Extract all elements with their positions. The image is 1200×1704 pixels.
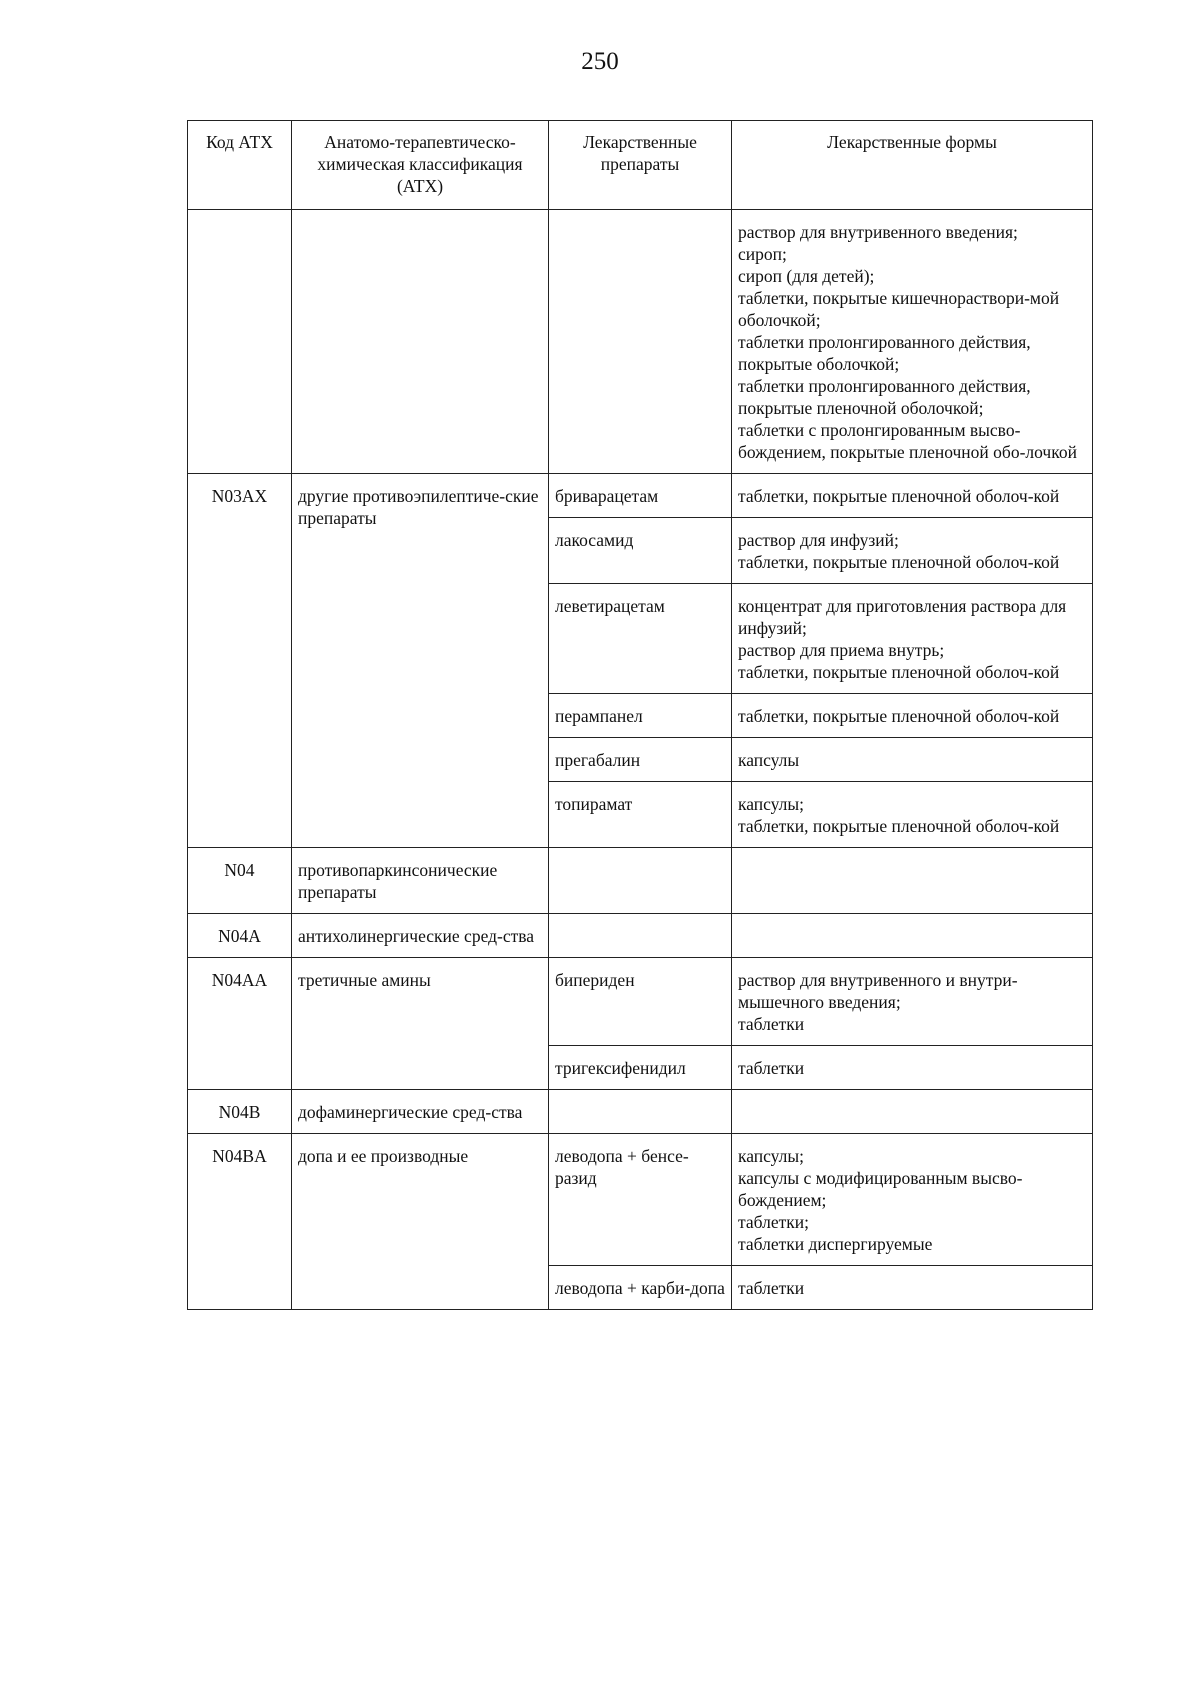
- drug-cell: перампанел: [549, 694, 732, 738]
- forms-cell: [732, 694, 1093, 738]
- header-atc-code: Код АТХ: [188, 121, 292, 210]
- dosage-form: таблетки, покрытые пленочной оболоч-кой: [738, 706, 1060, 726]
- dosage-form: таблетки: [738, 1058, 805, 1078]
- table-row: [188, 1090, 1093, 1134]
- table-row: [188, 914, 1093, 958]
- dosage-form: раствор для внутривенного введения;: [738, 222, 1018, 242]
- atc-class-cell: допа и ее производные: [292, 1134, 549, 1310]
- dosage-form: раствор для приема внутрь;: [738, 640, 945, 660]
- forms-cell: [732, 1090, 1093, 1134]
- dosage-form: таблетки, покрытые пленочной оболоч-кой: [738, 486, 1060, 506]
- page-number: 250: [581, 48, 619, 75]
- dosage-form: раствор для инфузий;: [738, 530, 899, 550]
- drug-cell: [549, 848, 732, 914]
- dosage-form: таблетки: [738, 1014, 805, 1034]
- dosage-form: таблетки пролонгированного действия, покрытые оболочкой;: [738, 332, 1031, 374]
- drug-cell: топирамат: [549, 782, 732, 848]
- atc-class-cell: другие противоэпилептиче-ские препараты: [292, 474, 549, 848]
- drug-cell: бипериден: [549, 958, 732, 1046]
- dosage-form: капсулы с модифицированным высво-бождением;: [738, 1168, 1023, 1210]
- drug-cell: леводопа + карби-допа: [549, 1266, 732, 1310]
- forms-cell: [732, 210, 1093, 474]
- forms-cell: [732, 958, 1093, 1046]
- forms-cell: [732, 782, 1093, 848]
- forms-cell: [732, 738, 1093, 782]
- atc-code-cell: [188, 210, 292, 474]
- dosage-form: таблетки пролонгированного действия, покрытые пленочной оболочкой;: [738, 376, 1031, 418]
- atc-code-cell: N03AX: [188, 474, 292, 848]
- forms-cell: [732, 1046, 1093, 1090]
- dosage-form: капсулы;: [738, 1146, 805, 1166]
- table-header-row: [188, 121, 1093, 210]
- drug-cell: [549, 1090, 732, 1134]
- forms-cell: [732, 848, 1093, 914]
- dosage-form: капсулы: [738, 750, 800, 770]
- forms-cell: [732, 1134, 1093, 1266]
- forms-cell: [732, 474, 1093, 518]
- drug-cell: леветирацетам: [549, 584, 732, 694]
- dosage-form: таблетки, покрытые пленочной оболоч-кой: [738, 816, 1060, 836]
- table-row: [188, 1134, 1093, 1266]
- dosage-form: концентрат для приготовления раствора для инфузий;: [738, 596, 1067, 638]
- dosage-form: раствор для внутривенного и внутри-мышечного введения;: [738, 970, 1018, 1012]
- table-row: [188, 210, 1093, 474]
- atc-class-cell: [292, 210, 549, 474]
- atc-table: [187, 120, 1093, 1310]
- table-row: [188, 958, 1093, 1046]
- dosage-form: таблетки, покрытые пленочной оболоч-кой: [738, 662, 1060, 682]
- header-dosage-forms: Лекарственные формы: [732, 121, 1093, 210]
- atc-code-cell: N04A: [188, 914, 292, 958]
- dosage-form: капсулы;: [738, 794, 805, 814]
- atc-class-cell: дофаминергические сред-ства: [292, 1090, 549, 1134]
- dosage-form: таблетки: [738, 1278, 805, 1298]
- forms-cell: [732, 1266, 1093, 1310]
- drug-cell: лакосамид: [549, 518, 732, 584]
- atc-code-cell: N04AA: [188, 958, 292, 1090]
- drug-cell: [549, 914, 732, 958]
- table-row: [188, 474, 1093, 518]
- drug-cell: прегабалин: [549, 738, 732, 782]
- header-drugs: Лекарственные препараты: [549, 121, 732, 210]
- forms-cell: [732, 518, 1093, 584]
- dosage-form: сироп (для детей);: [738, 266, 875, 286]
- header-atc-classification: Анатомо-терапевтическо-химическая классификация (АТХ): [292, 121, 549, 210]
- atc-class-cell: третичные амины: [292, 958, 549, 1090]
- forms-cell: [732, 914, 1093, 958]
- atc-class-cell: противопаркинсонические препараты: [292, 848, 549, 914]
- atc-code-cell: N04BA: [188, 1134, 292, 1310]
- atc-class-cell: антихолинергические сред-ства: [292, 914, 549, 958]
- atc-code-cell: N04: [188, 848, 292, 914]
- dosage-form: таблетки с пролонгированным высво-бождением, покрытые пленочной обо-лочкой: [738, 420, 1077, 462]
- forms-cell: [732, 584, 1093, 694]
- dosage-form: таблетки, покрытые пленочной оболоч-кой: [738, 552, 1060, 572]
- drug-cell: [549, 210, 732, 474]
- drug-cell: бриварацетам: [549, 474, 732, 518]
- table-row: [188, 848, 1093, 914]
- atc-code-cell: N04B: [188, 1090, 292, 1134]
- dosage-form: таблетки, покрытые кишечнораствори-мой оболочкой;: [738, 288, 1060, 330]
- drug-cell: тригексифенидил: [549, 1046, 732, 1090]
- dosage-form: таблетки диспергируемые: [738, 1234, 933, 1254]
- dosage-form: таблетки;: [738, 1212, 809, 1232]
- dosage-form: сироп;: [738, 244, 787, 264]
- drug-cell: леводопа + бенсе-разид: [549, 1134, 732, 1266]
